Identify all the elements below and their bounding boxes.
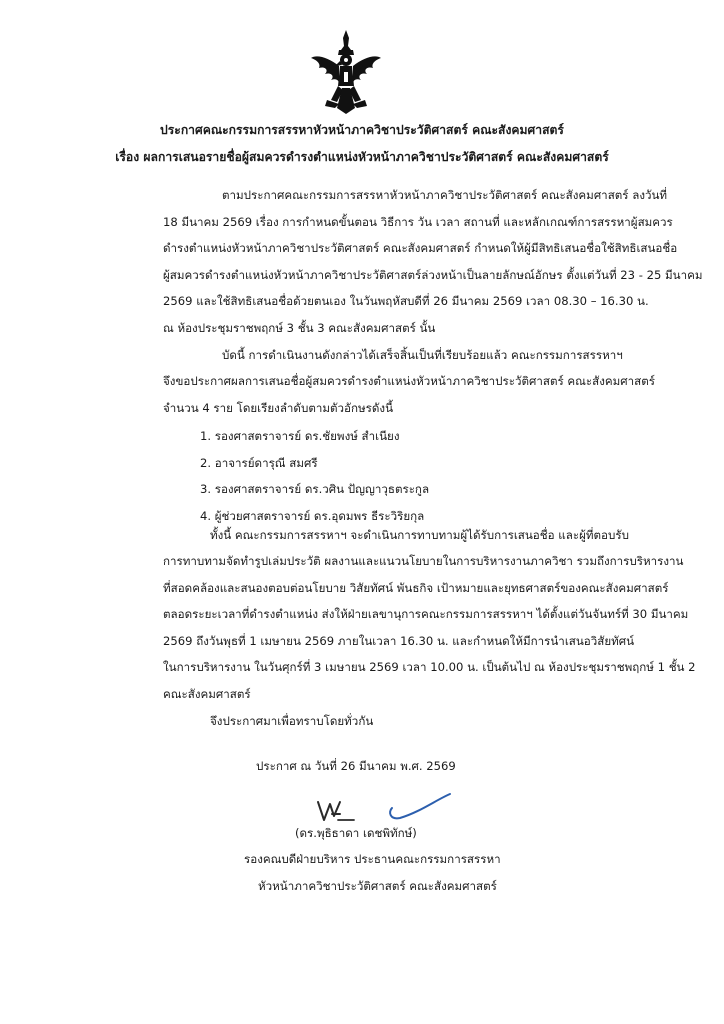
announcement-subject: เรื่อง ผลการเสนอรายชื่อผู้สมควรดำรงตำแหน่งหัวหน้าภาควิชาประวัติศาสตร์ คณะสังคมศาสตร์ [115,150,609,164]
paragraph-3-line: คณะสังคมศาสตร์ [163,687,251,701]
paragraph-3-line: ในการบริหารงาน ในวันศุกร์ที่ 3 เมษายน 2569 เวลา 10.00 น. เป็นต้นไป ณ ห้องประชุมราชพฤกษ์ 1 ชั้น 2 [163,660,696,674]
paragraph-2-line: จำนวน 4 ราย โดยเรียงลำดับตามตัวอักษรดังนี้ [163,401,394,415]
announcement-date: ประกาศ ณ วันที่ 26 มีนาคม พ.ศ. 2569 [256,759,456,773]
closing-statement: จึงประกาศมาเพื่อทราบโดยทั่วกัน [210,714,374,728]
candidate-item: 4. ผู้ช่วยศาสตราจารย์ ดร.อุดมพร ธีระวิริยกุล [200,509,425,523]
candidate-item: 3. รองศาสตราจารย์ ดร.วศิน ปัญญาวุธตระกูล [200,482,430,496]
garuda-emblem [309,28,383,116]
signatory-department: หัวหน้าภาควิชาประวัติศาสตร์ คณะสังคมศาสตร์ [258,879,497,893]
paragraph-1-line: ดำรงตำแหน่งหัวหน้าภาควิชาประวัติศาสตร์ คณะสังคมศาสตร์ กำหนดให้ผู้มีสิทธิเสนอชื่อใช้สิทธิเสนอชื่อ [163,241,678,255]
paragraph-1-line: 18 มีนาคม 2569 เรื่อง การกำหนดขั้นตอน วิธีการ วัน เวลา สถานที่ และหลักเกณฑ์การสรรหาผู้สมควร [163,215,673,229]
paragraph-3-line: 2569 ถึงวันพุธที่ 1 เมษายน 2569 ภายในเวลา 16.30 น. และกำหนดให้มีการนำเสนอวิสัยทัศน์ [163,634,635,648]
paragraph-2-line: จึงขอประกาศผลการเสนอชื่อผู้สมควรดำรงตำแหน่งหัวหน้าภาควิชาประวัติศาสตร์ คณะสังคมศาสตร์ [163,374,655,388]
paragraph-3-line: ทั้งนี้ คณะกรรมการสรรหาฯ จะดำเนินการทาบทามผู้ได้รับการเสนอชื่อ และผู้ที่ตอบรับ [210,528,629,542]
paragraph-1-line: ณ ห้องประชุมราชพฤกษ์ 3 ชั้น 3 คณะสังคมศาสตร์ นั้น [163,321,436,335]
paragraph-3-line: ที่สอดคล้องและสนองตอบต่อนโยบาย วิสัยทัศน์ พันธกิจ เป้าหมายและยุทธศาสตร์ของคณะสังคมศาสตร์ [163,581,669,595]
paragraph-1-line: ตามประกาศคณะกรรมการสรรหาหัวหน้าภาควิชาประวัติศาสตร์ คณะสังคมศาสตร์ ลงวันที่ [222,188,668,202]
candidate-item: 1. รองศาสตราจารย์ ดร.ชัยพงษ์ สำเนียง [200,429,400,443]
signatory-name: (ดร.พุธิธาดา เดชพิทักษ์) [295,826,417,840]
paragraph-3-line: ตลอดระยะเวลาที่ดำรงตำแหน่ง ส่งให้ฝ่ายเลขานุการคณะกรรมการสรรหาฯ ได้ตั้งแต่วันจันทร์ที่ 30 มีนาคม [163,607,689,621]
paragraph-1-line: 2569 และใช้สิทธิเสนอชื่อด้วยตนเอง ในวันพฤหัสบดีที่ 26 มีนาคม 2569 เวลา 08.30 – 16.30 น. [163,294,649,308]
paragraph-3-line: การทาบทามจัดทำรูปเล่มประวัติ ผลงานและแนวนโยบายในการบริหารงานภาควิชา รวมถึงการบริหารงาน [163,554,684,568]
signatory-position: รองคณบดีฝ่ายบริหาร ประธานคณะกรรมการสรรหา [244,852,501,866]
announcement-title: ประกาศคณะกรรมการสรรหาหัวหน้าภาควิชาประวัติศาสตร์ คณะสังคมศาสตร์ [160,123,564,137]
paragraph-2-line: บัดนี้ การดำเนินงานดังกล่าวได้เสร็จสิ้นเป็นที่เรียบร้อยแล้ว คณะกรรมการสรรหาฯ [222,348,623,362]
candidate-item: 2. อาจารย์ดารุณี สมศรี [200,456,318,470]
paragraph-1-line: ผู้สมควรดำรงตำแหน่งหัวหน้าภาควิชาประวัติศาสตร์ล่วงหน้าเป็นลายลักษณ์อักษร ตั้งแต่วันที่ 23 - 25 มีนาคม [163,268,703,282]
